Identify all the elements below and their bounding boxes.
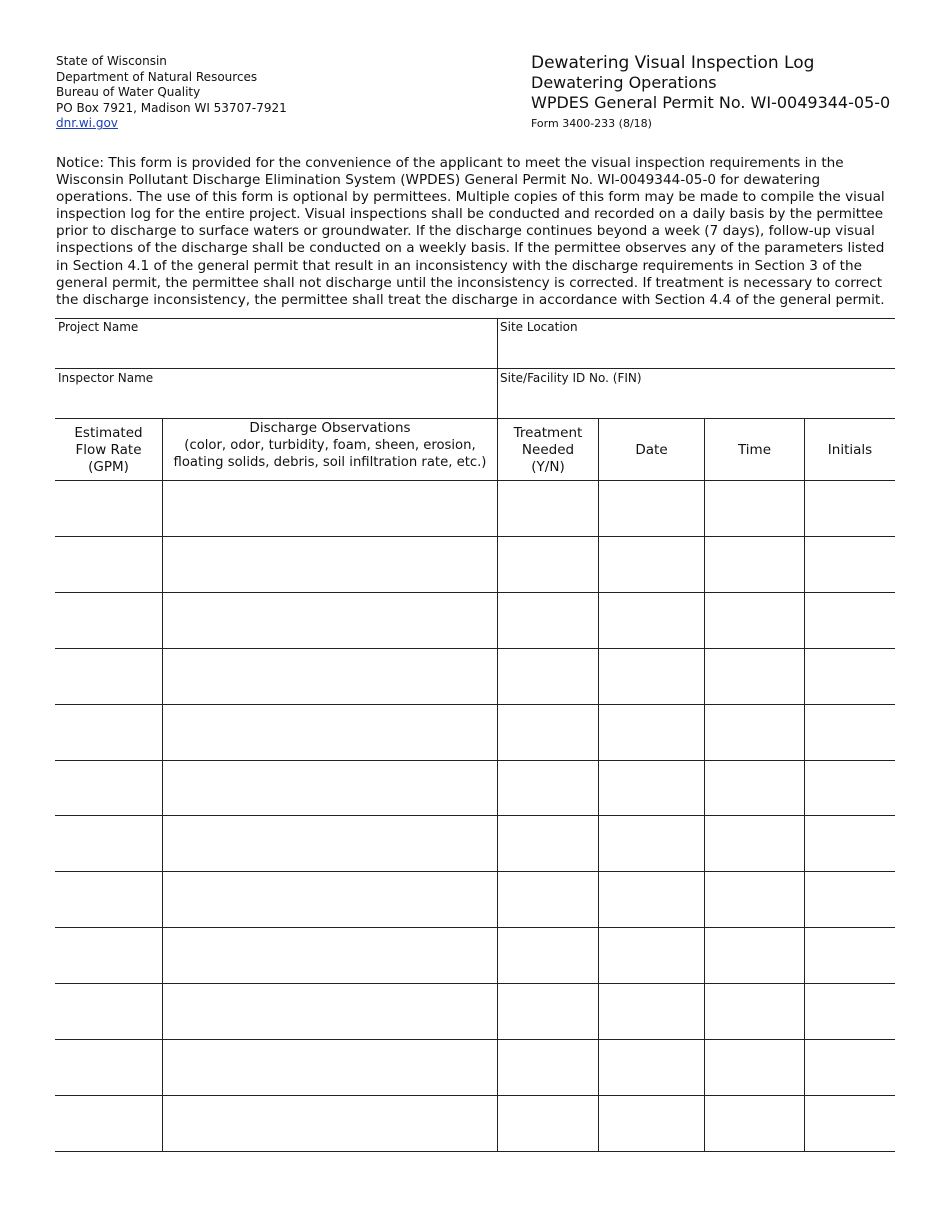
flow-rate-cell[interactable] — [55, 816, 162, 872]
treatment-needed-cell[interactable] — [498, 481, 598, 537]
project-name-field[interactable] — [55, 318, 497, 368]
form-title-block — [531, 53, 890, 131]
initials-cell[interactable] — [805, 481, 895, 537]
column-header-date: Date — [635, 441, 668, 458]
date-cell[interactable] — [599, 1096, 704, 1152]
date-cell[interactable] — [599, 705, 704, 761]
discharge-observations-cell[interactable] — [163, 872, 497, 928]
treatment-needed-cell[interactable] — [498, 593, 598, 649]
form-subtitle: Dewatering Operations — [531, 73, 717, 92]
site-location-field[interactable] — [498, 318, 895, 368]
time-cell[interactable] — [705, 649, 804, 705]
time-cell[interactable] — [705, 537, 804, 593]
flow-rate-cell[interactable] — [55, 537, 162, 593]
table-row — [55, 649, 895, 705]
flow-rate-cell[interactable] — [55, 481, 162, 537]
column-header-time: Time — [737, 441, 772, 458]
discharge-observations-cell[interactable] — [163, 816, 497, 872]
initials-cell[interactable] — [805, 984, 895, 1040]
date-cell[interactable] — [599, 761, 704, 817]
treatment-needed-cell[interactable] — [498, 872, 598, 928]
date-cell[interactable] — [599, 649, 704, 705]
initials-cell[interactable] — [805, 593, 895, 649]
inspection-log-form — [55, 318, 895, 1152]
date-cell[interactable] — [599, 537, 704, 593]
column-header-discharge-observations: Discharge Observations (color, odor, turbidity, foam, sheen, erosion, floating solids, debris, soil infiltration rate, etc.) — [173, 420, 487, 470]
time-cell[interactable] — [705, 816, 804, 872]
discharge-observations-cell[interactable] — [163, 1096, 497, 1152]
flow-rate-cell[interactable] — [55, 705, 162, 761]
state-name: State of Wisconsin — [56, 54, 167, 68]
treatment-needed-cell[interactable] — [498, 984, 598, 1040]
treatment-needed-cell[interactable] — [498, 705, 598, 761]
agency-website-link[interactable]: dnr.wi.gov — [56, 116, 118, 131]
time-cell[interactable] — [705, 928, 804, 984]
time-cell[interactable] — [705, 1096, 804, 1152]
date-cell[interactable] — [599, 593, 704, 649]
treatment-needed-cell[interactable] — [498, 1040, 598, 1096]
treatment-needed-cell[interactable] — [498, 649, 598, 705]
table-row — [55, 705, 895, 761]
row-divider — [55, 1151, 895, 1152]
initials-cell[interactable] — [805, 705, 895, 761]
agency-address-block — [56, 54, 287, 132]
discharge-observations-cell[interactable] — [163, 649, 497, 705]
flow-rate-cell[interactable] — [55, 1096, 162, 1152]
flow-rate-cell[interactable] — [55, 593, 162, 649]
permit-number: WPDES General Permit No. WI-0049344-05-0 — [531, 93, 891, 112]
table-row — [55, 1040, 895, 1096]
initials-cell[interactable] — [805, 537, 895, 593]
project-name-label: Project Name — [58, 320, 139, 334]
time-cell[interactable] — [705, 481, 804, 537]
initials-cell[interactable] — [805, 872, 895, 928]
table-row — [55, 537, 895, 593]
table-row — [55, 481, 895, 537]
discharge-observations-cell[interactable] — [163, 481, 497, 537]
site-facility-id-label: Site/Facility ID No. (FIN) — [500, 371, 642, 385]
bureau-name: Bureau of Water Quality — [56, 85, 201, 100]
discharge-observations-cell[interactable] — [163, 537, 497, 593]
initials-cell[interactable] — [805, 1040, 895, 1096]
department-name: Department of Natural Resources — [56, 69, 258, 84]
date-cell[interactable] — [599, 984, 704, 1040]
discharge-observations-cell[interactable] — [163, 1040, 497, 1096]
time-cell[interactable] — [705, 872, 804, 928]
date-cell[interactable] — [599, 872, 704, 928]
treatment-needed-cell[interactable] — [498, 537, 598, 593]
mailing-address: PO Box 7921, Madison WI 53707-7921 — [56, 100, 287, 115]
inspector-name-label: Inspector Name — [58, 371, 154, 385]
time-cell[interactable] — [705, 761, 804, 817]
discharge-observations-cell[interactable] — [163, 984, 497, 1040]
table-row — [55, 928, 895, 984]
initials-cell[interactable] — [805, 649, 895, 705]
flow-rate-cell[interactable] — [55, 928, 162, 984]
column-header-initials: Initials — [827, 441, 873, 458]
time-cell[interactable] — [705, 984, 804, 1040]
treatment-needed-cell[interactable] — [498, 816, 598, 872]
notice-paragraph: Notice: This form is provided for the convenience of the applicant to meet the visual inspection requirements in the Wisconsin Pollutant Discharge Elimination System (WPDES) General Permit No. WI-0049344-05-0 for dewatering operations. The use of this form is optional by permittees. Multiple copies of this form may be made to compile the visual inspection log for the entire project. Visual inspections shall be conducted and recorded on a daily basis by the permittee prior to discharge to surface waters or groundwater. If the discharge continues beyond a week (7 days), follow-up visual inspections of the discharge shall be conducted on a weekly basis. If the permittee observes any of the parameters listed in Section 4.1 of the general permit that result in an inconsistency with the discharge requirements in Section 3 of the general permit, the permittee shall not discharge until the inconsistency is corrected. If treatment is necessary to correct the discharge inconsistency, the permittee shall treat the discharge in accordance with Section 4.4 of the general permit. — [56, 155, 885, 308]
initials-cell[interactable] — [805, 761, 895, 817]
discharge-observations-cell[interactable] — [163, 928, 497, 984]
column-header-flow-rate: Estimated Flow Rate (GPM) — [74, 424, 143, 475]
table-row — [55, 593, 895, 649]
column-header-treatment-needed: Treatment Needed (Y/N) — [513, 424, 583, 475]
site-location-label: Site Location — [500, 320, 578, 334]
initials-cell[interactable] — [805, 928, 895, 984]
initials-cell[interactable] — [805, 816, 895, 872]
time-cell[interactable] — [705, 593, 804, 649]
discharge-observations-cell[interactable] — [163, 761, 497, 817]
table-row — [55, 872, 895, 928]
table-row — [55, 816, 895, 872]
flow-rate-cell[interactable] — [55, 649, 162, 705]
date-cell[interactable] — [599, 481, 704, 537]
date-cell[interactable] — [599, 816, 704, 872]
date-cell[interactable] — [599, 928, 704, 984]
time-cell[interactable] — [705, 705, 804, 761]
flow-rate-cell[interactable] — [55, 1040, 162, 1096]
initials-cell[interactable] — [805, 1096, 895, 1152]
form-title: Dewatering Visual Inspection Log — [531, 53, 815, 73]
treatment-needed-cell[interactable] — [498, 928, 598, 984]
discharge-observations-cell[interactable] — [163, 593, 497, 649]
treatment-needed-cell[interactable] — [498, 1096, 598, 1152]
flow-rate-cell[interactable] — [55, 761, 162, 817]
date-cell[interactable] — [599, 1040, 704, 1096]
table-row — [55, 1096, 895, 1152]
flow-rate-cell[interactable] — [55, 872, 162, 928]
table-row — [55, 761, 895, 817]
discharge-observations-cell[interactable] — [163, 705, 497, 761]
flow-rate-cell[interactable] — [55, 984, 162, 1040]
form-number: Form 3400-233 (8/18) — [531, 117, 652, 130]
inspector-name-field[interactable] — [55, 369, 497, 418]
site-facility-id-field[interactable] — [498, 369, 895, 418]
treatment-needed-cell[interactable] — [498, 761, 598, 817]
time-cell[interactable] — [705, 1040, 804, 1096]
table-row — [55, 984, 895, 1040]
